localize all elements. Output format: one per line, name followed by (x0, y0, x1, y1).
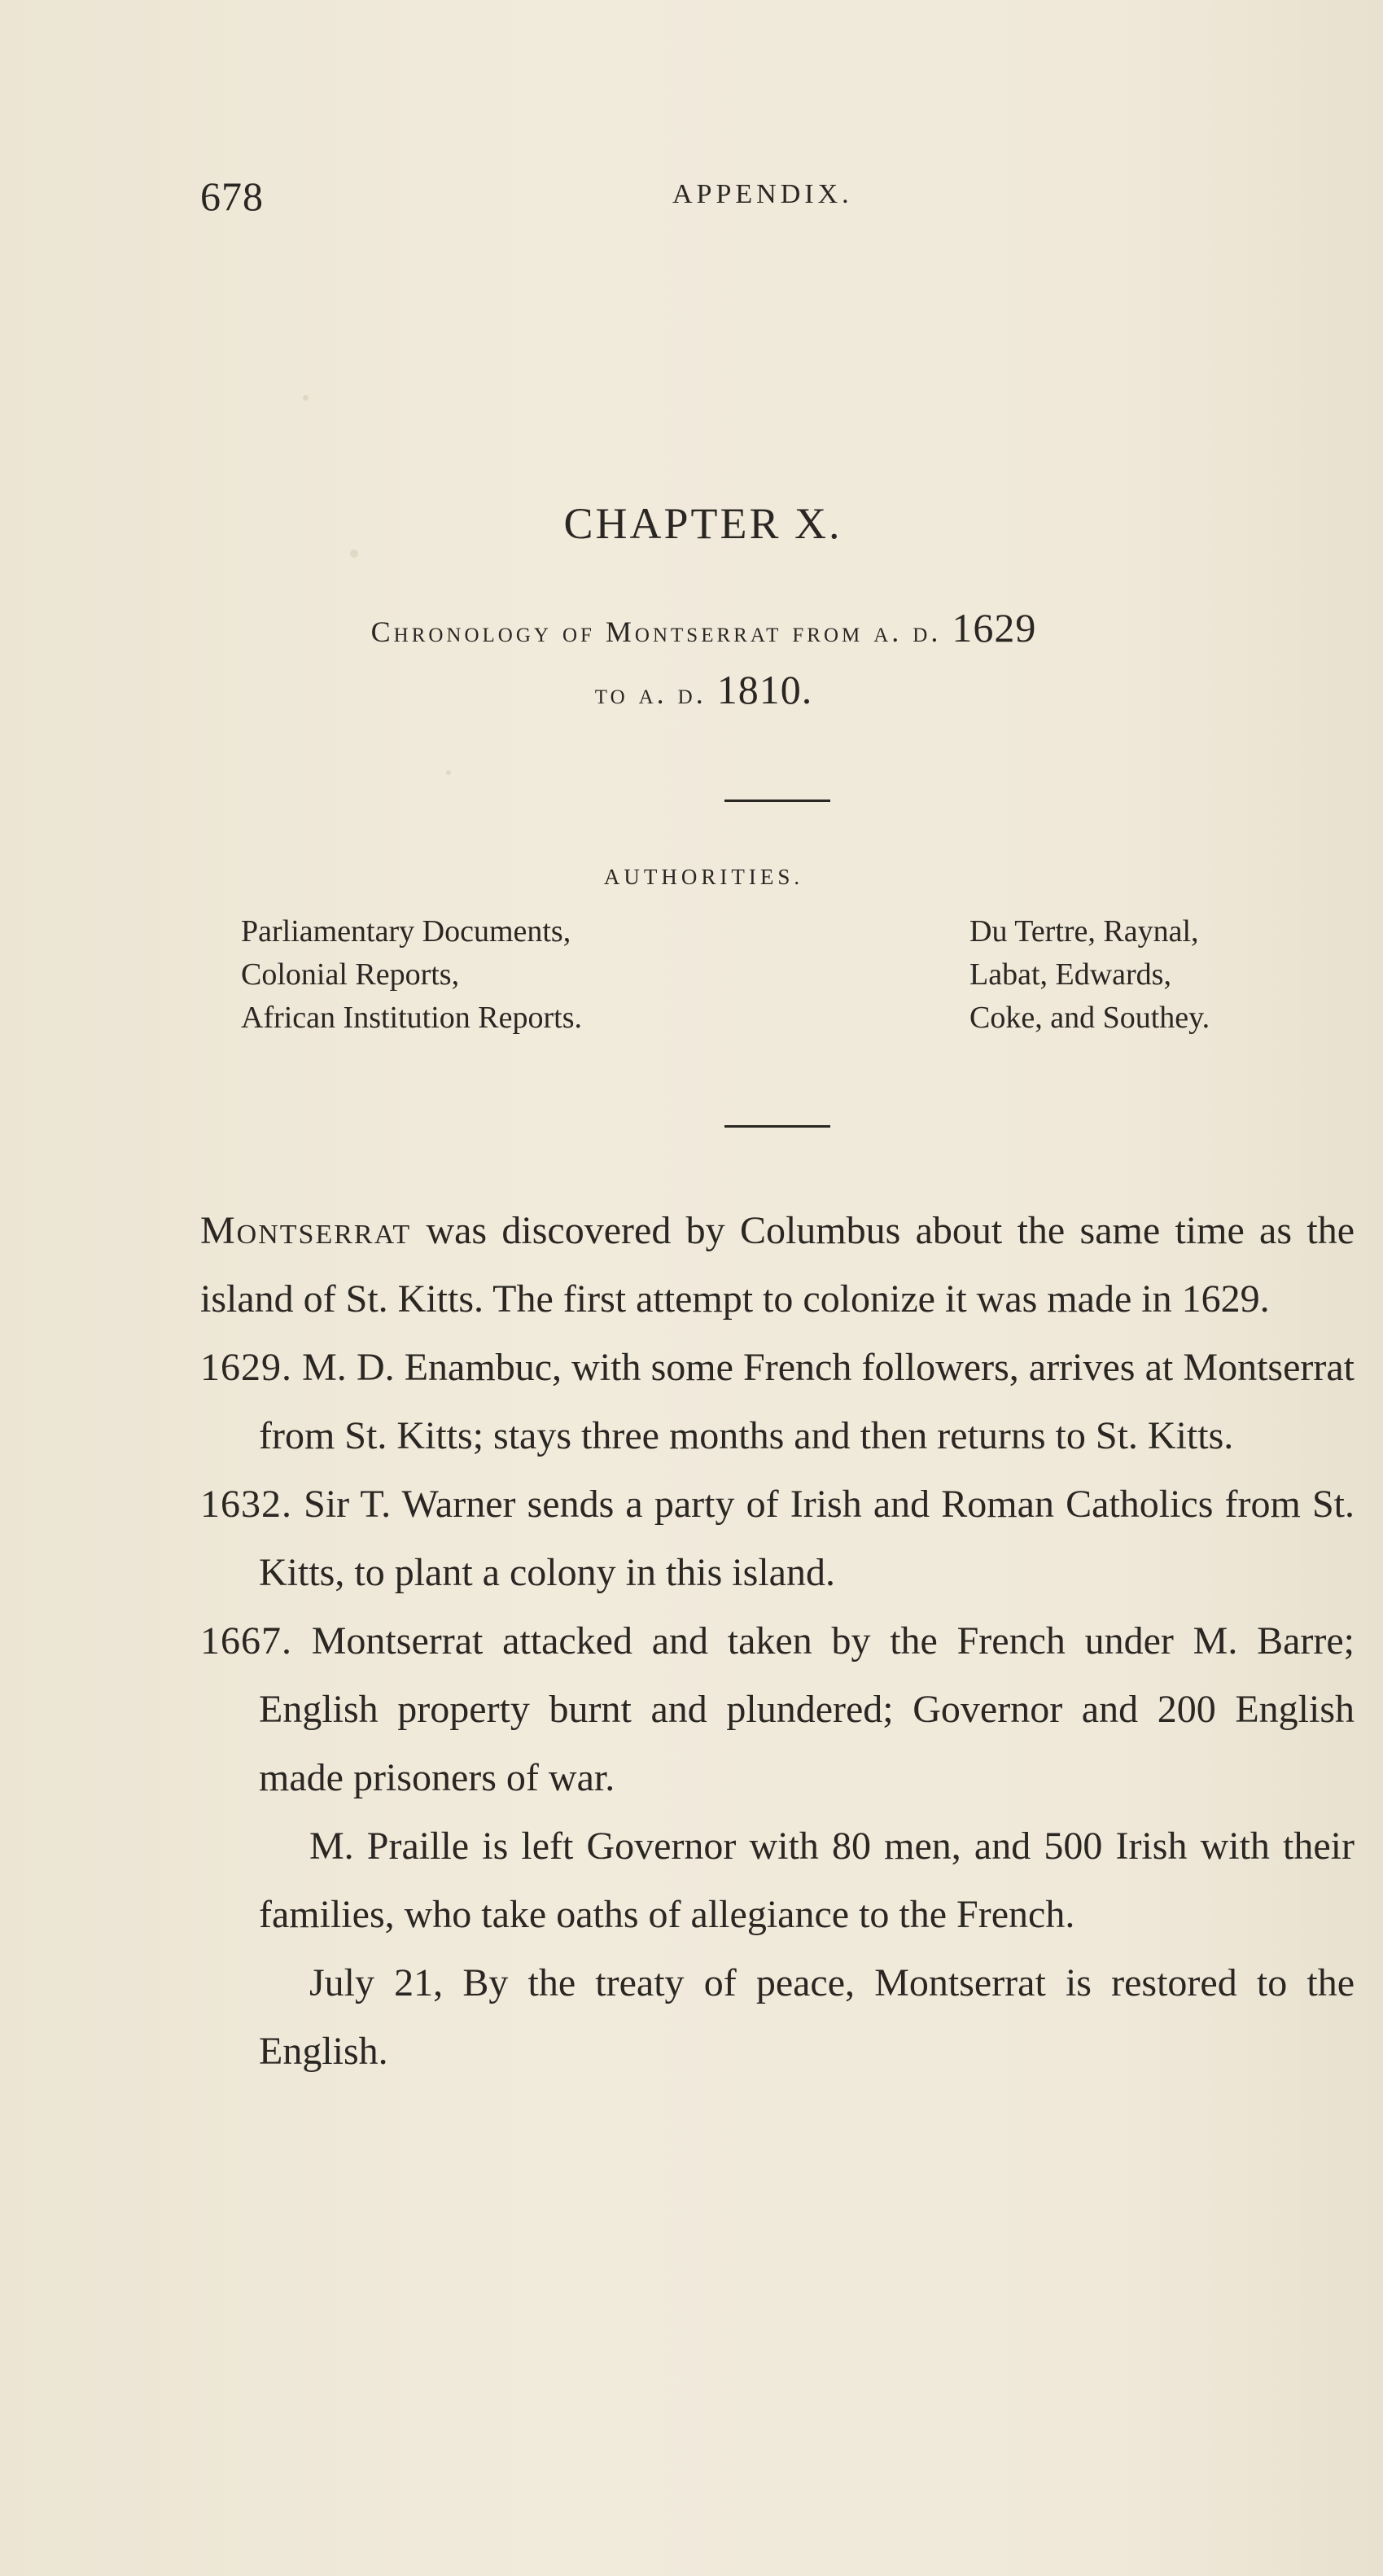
entry-subparagraph: M. Praille is left Governor with 80 men, and 500 Irish with their families, who take oaths of allegiance to the French. (259, 1825, 1355, 1936)
running-title: APPENDIX. (672, 179, 853, 209)
paper-stain (303, 395, 309, 401)
authority-item: Coke, and Southey. (969, 1001, 1210, 1035)
chapter-subtitle-line-2 (0, 666, 1383, 713)
running-head (200, 173, 1356, 221)
entry-text: M. D. Enambuc, with some French followers, arrives at Montserrat from St. Kitts; stays three months and then returns to St. Kitts. (259, 1346, 1355, 1457)
subtitle-text: to a. d. (594, 677, 707, 710)
authority-item: Du Tertre, Raynal, (969, 914, 1199, 948)
authority-item: African Institution Reports. (241, 1001, 582, 1035)
chapter-subtitle-line-1 (0, 604, 1383, 651)
authority-item: Parliamentary Documents, (241, 914, 571, 948)
divider-rule (724, 1125, 830, 1128)
chronology-entry (200, 1470, 1355, 1607)
paper-stain (446, 770, 451, 775)
chronology-entry (200, 1334, 1355, 1470)
paper-stain (350, 550, 358, 558)
authority-item: Colonial Reports, (241, 957, 460, 992)
entry-subparagraph: July 21, By the treaty of peace, Montserrat is restored to the English. (259, 1961, 1355, 2073)
intro-paragraph (200, 1197, 1355, 1334)
entry-text: Sir T. Warner sends a party of Irish and Roman Catholics from St. Kitts, to plant a colony in this island. (259, 1483, 1355, 1594)
intro-text: was discovered by Columbus about the same time as the island of St. Kitts. The first attempt to colonize it was made in 1629. (200, 1209, 1355, 1321)
intro-lead-word: Montserrat (200, 1209, 412, 1252)
authority-item: Labat, Edwards, (969, 957, 1171, 992)
page-number: 678 (200, 173, 264, 219)
authorities-heading: AUTHORITIES. (603, 865, 804, 889)
body-text (200, 1197, 1355, 2086)
entry-text: Montserrat attacked and taken by the French under M. Barre; English property burnt and plundered; Governor and 200 English made prisoners of war. (259, 1619, 1355, 1799)
subtitle-text: Chronology of Montserrat from a. d. (370, 616, 942, 648)
authorities-left-column (241, 910, 582, 1040)
chapter-title: CHAPTER X. (563, 499, 842, 548)
entry-year: 1629. (200, 1346, 292, 1389)
entry-year: 1632. (200, 1483, 292, 1526)
subtitle-year: 1629 (952, 605, 1037, 651)
entry-year: 1667. (200, 1619, 292, 1663)
chronology-entry (200, 1607, 1355, 1812)
divider-rule (724, 800, 830, 802)
subtitle-year: 1810. (716, 667, 813, 712)
authorities-right-column (969, 910, 1210, 1040)
